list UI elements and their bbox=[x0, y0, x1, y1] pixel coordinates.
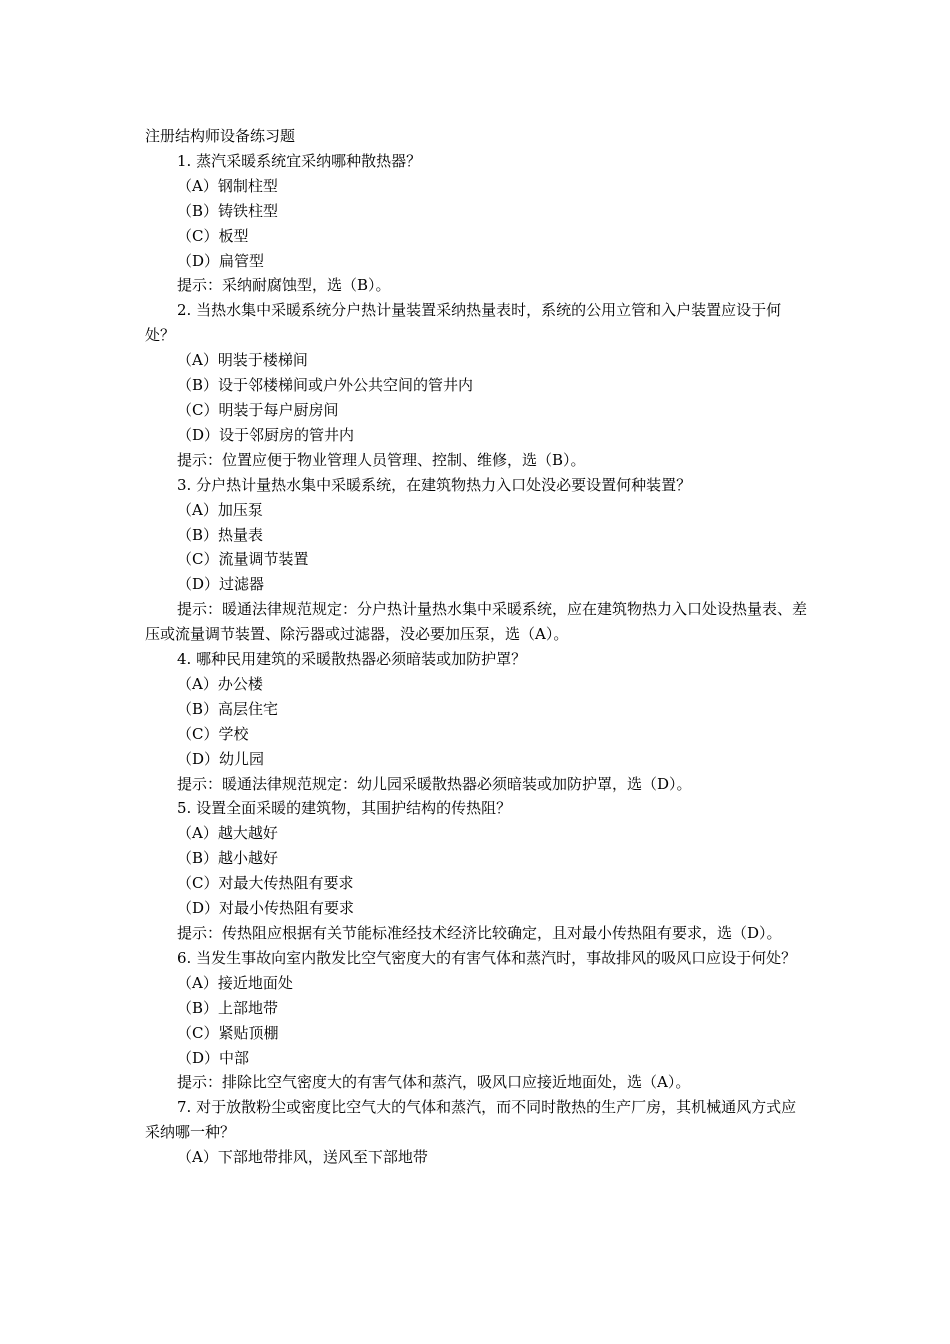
question-stem: 3. 分户热计量热水集中采暖系统，在建筑物热力入口处没必要设置何种装置？ bbox=[177, 475, 692, 494]
option-a: （A）下部地带排风，送风至下部地带 bbox=[177, 1148, 428, 1167]
option-b: （B）上部地带 bbox=[177, 998, 279, 1017]
option-b: （B）铸铁柱型 bbox=[177, 201, 279, 220]
question-5 bbox=[145, 796, 807, 945]
option-d: （D）对最小传热阻有要求 bbox=[177, 899, 355, 918]
question-1 bbox=[145, 149, 807, 298]
option-c: （C）流量调节装置 bbox=[177, 550, 309, 569]
question-hint: 提示：传热阻应根据有关节能标准经技术经济比较确定，且对最小传热阻有要求，选（D）。 bbox=[177, 924, 782, 942]
option-c: （C）板型 bbox=[177, 226, 249, 245]
document-page bbox=[145, 124, 807, 1170]
option-c: （C）对最大传热阻有要求 bbox=[177, 874, 354, 893]
option-a: （A）钢制柱型 bbox=[177, 176, 278, 195]
option-a: （A）办公楼 bbox=[177, 674, 263, 693]
question-stem: 6. 当发生事故向室内散发比空气密度大的有害气体和蒸汽时，事故排风的吸风口应设于何处？ bbox=[177, 948, 797, 967]
question-stem: 4. 哪种民用建筑的采暖散热器必须暗装或加防护罩？ bbox=[177, 650, 527, 669]
question-hint: 提示：暖通法律规范规定：幼儿园采暖散热器必须暗装或加防护罩，选（D）。 bbox=[177, 774, 692, 793]
option-d: （D）设于邻厨房的管井内 bbox=[177, 425, 355, 444]
option-d: （D）过滤器 bbox=[177, 575, 265, 594]
option-d: （D）幼儿园 bbox=[177, 749, 265, 768]
option-c: （C）学校 bbox=[177, 724, 249, 743]
question-hint: 提示：排除比空气密度大的有害气体和蒸汽，吸风口应接近地面处，选（A）。 bbox=[177, 1073, 691, 1092]
question-4 bbox=[145, 647, 807, 796]
question-stem: 1. 蒸汽采暖系统宜采纳哪种散热器？ bbox=[177, 151, 422, 170]
option-d: （D）扁管型 bbox=[177, 251, 265, 270]
option-a: （A）明装于楼梯间 bbox=[177, 351, 308, 370]
question-7 bbox=[145, 1095, 807, 1170]
option-b: （B）设于邻楼梯间或户外公共空间的管井内 bbox=[177, 376, 474, 395]
question-hint: 提示：暖通法律规范规定：分户热计量热水集中采暖系统，应在建筑物热力入口处设热量表、差压或流量调节装置、除污器或过滤器，没必要加压泵，选（A）。 bbox=[145, 600, 808, 644]
question-3 bbox=[145, 473, 807, 647]
option-a: （A）接近地面处 bbox=[177, 973, 293, 992]
option-b: （B）热量表 bbox=[177, 525, 264, 544]
question-6 bbox=[145, 946, 807, 1095]
option-a: （A）越大越好 bbox=[177, 824, 278, 843]
question-stem: 7. 对于放散粉尘或密度比空气大的气体和蒸汽，而不同时散热的生产厂房，其机械通风方式应采纳哪一种？ bbox=[145, 1098, 797, 1142]
question-stem: 5. 设置全面采暖的建筑物，其围护结构的传热阻？ bbox=[177, 799, 512, 818]
option-b: （B）越小越好 bbox=[177, 849, 279, 868]
option-c: （C）明装于每户厨房间 bbox=[177, 400, 339, 419]
option-b: （B）高层住宅 bbox=[177, 699, 279, 718]
question-hint: 提示：采纳耐腐蚀型，选（B）。 bbox=[177, 276, 391, 295]
option-d: （D）中部 bbox=[177, 1048, 250, 1067]
option-c: （C）紧贴顶棚 bbox=[177, 1023, 279, 1042]
question-hint: 提示：位置应便于物业管理人员管理、控制、维修，选（B）。 bbox=[177, 450, 586, 469]
option-a: （A）加压泵 bbox=[177, 500, 263, 519]
question-2 bbox=[145, 298, 807, 472]
question-stem: 2. 当热水集中采暖系统分户热计量装置采纳热量表时，系统的公用立管和入户装置应设于何处？ bbox=[145, 301, 782, 345]
document-title: 注册结构师设备练习题 bbox=[145, 127, 296, 145]
